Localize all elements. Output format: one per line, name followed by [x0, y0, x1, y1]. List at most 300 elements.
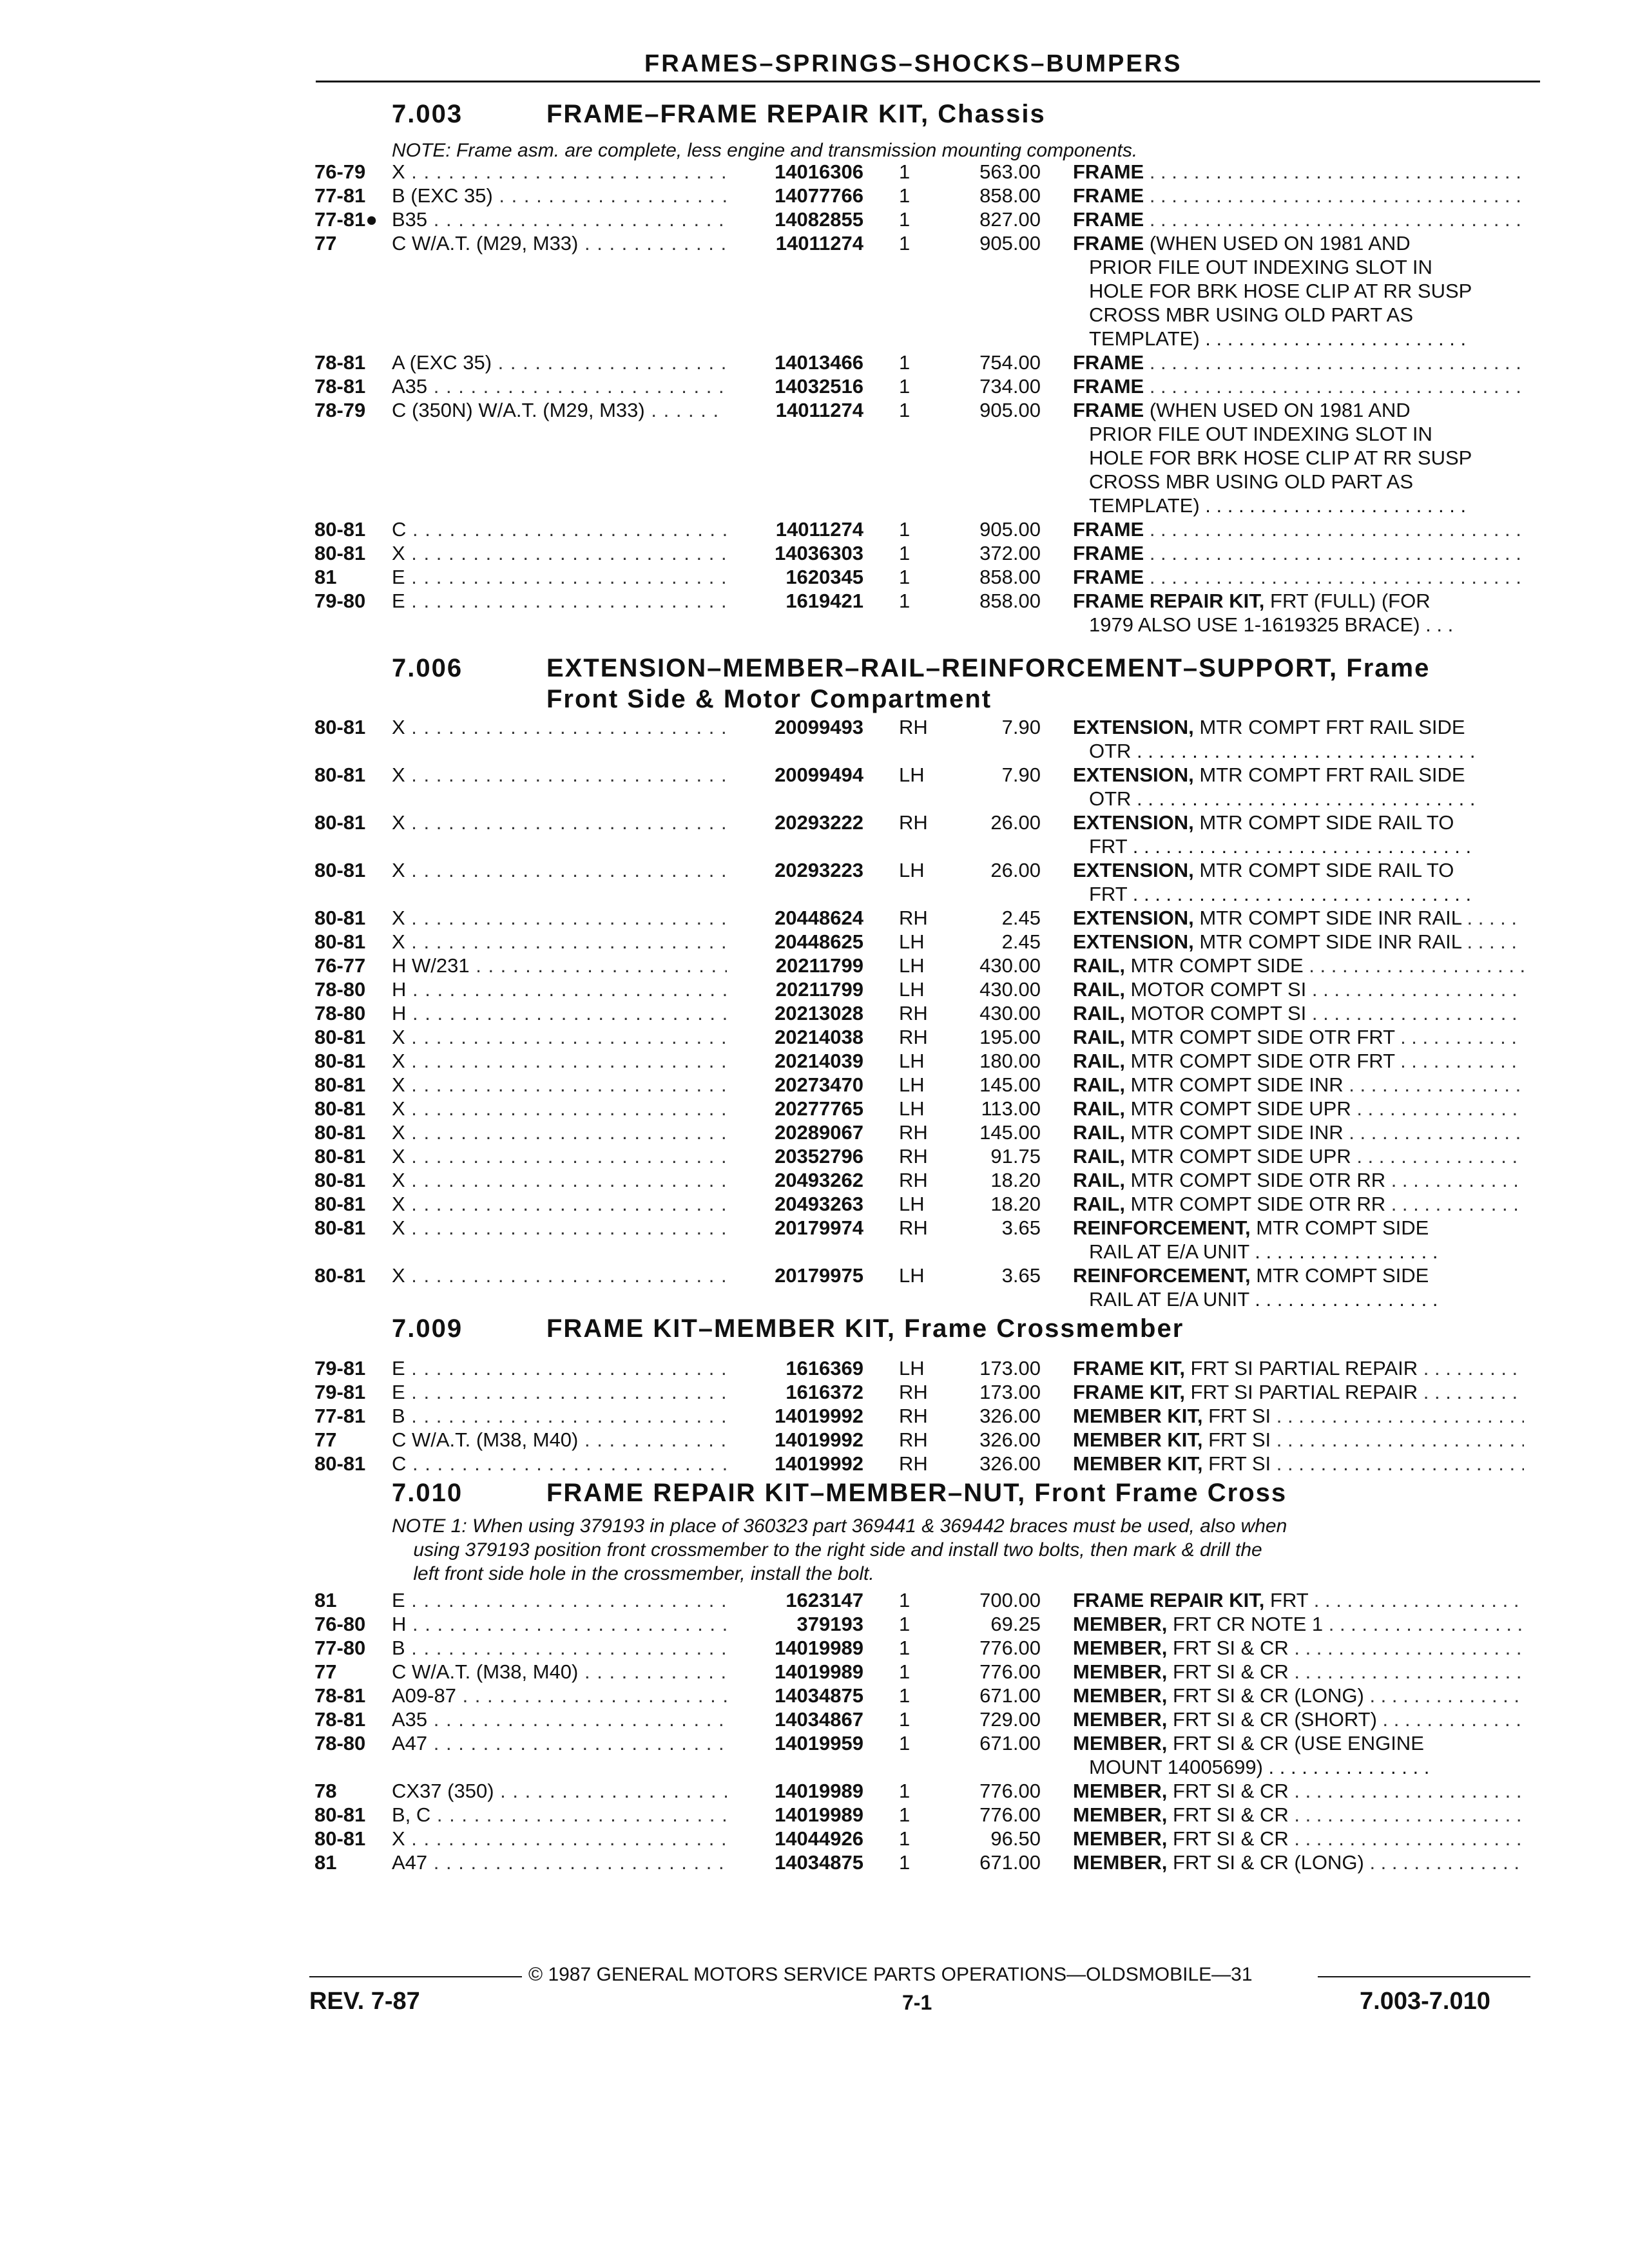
part-description-continued: FRT . . . . . . . . . . . . . . . . . . . . . . . . . . . . . . . — [1089, 883, 1472, 905]
part-number: 20214039 — [775, 1050, 863, 1072]
part-description — [1073, 954, 1524, 977]
table-row — [0, 565, 1629, 589]
section-heading: EXTENSION–MEMBER–RAIL–REINFORCEMENT–SUPPORT, Frame — [546, 654, 1431, 682]
table-row — [0, 1073, 1629, 1097]
quantity: RH — [899, 1026, 928, 1048]
quantity: 1 — [899, 184, 911, 207]
part-name: RAIL, — [1073, 1145, 1125, 1168]
price: 776.00 — [979, 1803, 1041, 1826]
model-year: 80-81 — [314, 542, 366, 564]
part-detail: (WHEN USED ON 1981 AND — [1144, 399, 1411, 421]
model-year: 78-81 — [314, 1708, 366, 1731]
table-row — [0, 1380, 1629, 1404]
part-name: FRAME — [1073, 184, 1144, 207]
quantity: RH — [899, 907, 928, 929]
part-description — [1073, 1588, 1524, 1612]
price: 18.20 — [990, 1169, 1041, 1191]
model-code: A47 . . . — [392, 1850, 727, 1874]
table-row — [0, 1144, 1629, 1168]
part-number: 20273470 — [775, 1073, 863, 1096]
part-description-continued: RAIL AT E/A UNIT . . . . . . . . . . . . . . . . . — [1089, 1288, 1438, 1311]
part-description — [1073, 517, 1524, 541]
part-name: FRAME — [1073, 399, 1144, 421]
part-description — [1073, 1001, 1524, 1025]
part-detail: MTR COMPT SIDE INR — [1124, 1121, 1344, 1144]
part-detail: (WHEN USED ON 1981 AND — [1144, 232, 1411, 255]
part-number: 20099494 — [775, 764, 863, 786]
quantity: RH — [899, 1428, 928, 1451]
model-year: 77-81 — [314, 1405, 366, 1427]
section-number: 7.010 — [392, 1479, 463, 1507]
table-row — [0, 1428, 1629, 1452]
part-description — [1073, 1404, 1524, 1428]
model-code: X . . . — [392, 715, 727, 739]
part-name: RAIL, — [1073, 978, 1125, 1001]
section-note: NOTE: Frame asm. are complete, less engine and transmission mounting components. — [392, 140, 1138, 161]
part-description — [1073, 1168, 1524, 1192]
part-number: 14019989 — [775, 1660, 863, 1683]
quantity: RH — [899, 1216, 928, 1239]
part-detail: MTR COMPT SIDE INR RAIL — [1193, 907, 1461, 929]
part-name: FRAME REPAIR KIT, — [1073, 590, 1265, 612]
model-year: 80-81 — [314, 1073, 366, 1096]
quantity: 1 — [899, 1851, 911, 1874]
model-code: H W/231 . . . — [392, 954, 727, 977]
table-row — [0, 1192, 1629, 1216]
part-description — [1073, 1779, 1524, 1803]
quantity: RH — [899, 716, 928, 738]
quantity: 1 — [899, 1732, 911, 1754]
part-description — [1073, 1120, 1524, 1144]
part-name: FRAME REPAIR KIT, — [1073, 1589, 1265, 1611]
quantity: LH — [899, 1097, 925, 1120]
part-name: FRAME — [1073, 542, 1144, 564]
part-description — [1073, 1025, 1524, 1049]
part-number: 14034875 — [775, 1851, 863, 1874]
part-name: EXTENSION, — [1073, 716, 1194, 738]
quantity: 1 — [899, 351, 911, 374]
part-detail: MTR COMPT FRT RAIL SIDE — [1193, 716, 1465, 738]
part-description-continued: OTR . . . . . . . . . . . . . . . . . . . . . . . . . . . . . . . — [1089, 787, 1476, 810]
part-description-continued: PRIOR FILE OUT INDEXING SLOT IN HOLE FOR BRK HOSE CLIP AT RR SUSP CROSS MBR USING OLD PART AS TEMPLATE) . . . . . . . . . . . . . . . . . . . . . . . . — [1089, 256, 1472, 350]
model-code: E . . . — [392, 589, 727, 613]
part-number: 14019992 — [775, 1405, 863, 1427]
part-description — [1073, 1380, 1524, 1404]
table-row — [0, 1168, 1629, 1192]
price: 173.00 — [979, 1381, 1041, 1403]
part-detail: FRT SI & CR — [1167, 1827, 1289, 1850]
part-number: 20493263 — [775, 1193, 863, 1215]
part-detail: FRT SI & CR (USE ENGINE — [1167, 1732, 1424, 1754]
section-range: 7.003-7.010 — [1360, 1988, 1490, 2015]
price: 3.65 — [1001, 1216, 1041, 1239]
price: 195.00 — [979, 1026, 1041, 1048]
part-description — [1073, 1097, 1524, 1120]
model-code: H . . . — [392, 1001, 727, 1025]
model-code: X . . . — [392, 906, 727, 930]
price: 754.00 — [979, 351, 1041, 374]
part-number: 14077766 — [775, 184, 863, 207]
part-description — [1073, 1827, 1524, 1850]
quantity: RH — [899, 1405, 928, 1427]
part-number: 14019989 — [775, 1780, 863, 1802]
price: 858.00 — [979, 184, 1041, 207]
model-year: 77 — [314, 1428, 337, 1451]
table-row — [0, 977, 1629, 1001]
price: 776.00 — [979, 1660, 1041, 1683]
part-number: 14011274 — [775, 399, 863, 421]
model-code: X . . . — [392, 1168, 727, 1192]
part-name: FRAME — [1073, 518, 1144, 541]
section-number: 7.009 — [392, 1314, 463, 1343]
model-code: C (350N) W/A.T. (M29, M33) . . . — [392, 398, 727, 422]
part-number: 20179974 — [775, 1216, 863, 1239]
section-subheading: Front Side & Motor Compartment — [546, 685, 992, 713]
model-code: B, C . . . — [392, 1803, 727, 1827]
price: 430.00 — [979, 1002, 1041, 1024]
part-number: 1620345 — [786, 566, 863, 588]
model-year: 81 — [314, 1851, 337, 1874]
part-number: 14019989 — [775, 1803, 863, 1826]
quantity: RH — [899, 1002, 928, 1024]
table-row — [0, 351, 1629, 374]
part-description-continued: RAIL AT E/A UNIT . . . . . . . . . . . . . . . . . — [1089, 1240, 1438, 1263]
part-number: 14013466 — [775, 351, 863, 374]
model-year: 78-80 — [314, 978, 366, 1001]
part-number: 14034867 — [775, 1708, 863, 1731]
part-description — [1073, 541, 1524, 565]
quantity: 1 — [899, 232, 911, 255]
price: 905.00 — [979, 232, 1041, 255]
part-detail: MTR COMPT SIDE RAIL TO — [1193, 811, 1454, 834]
table-row — [0, 1612, 1629, 1636]
model-code: E . . . — [392, 565, 727, 589]
model-code: X . . . — [392, 1192, 727, 1216]
model-year: 79-80 — [314, 590, 366, 612]
model-year: 80-81 — [314, 1264, 366, 1287]
part-name: FRAME — [1073, 351, 1144, 374]
part-number: 20211799 — [775, 978, 863, 1001]
part-description — [1073, 1850, 1524, 1874]
part-name: MEMBER, — [1073, 1827, 1168, 1850]
part-detail: FRT SI & CR (SHORT) — [1167, 1708, 1377, 1731]
part-description — [1073, 1049, 1524, 1073]
part-name: FRAME KIT, — [1073, 1381, 1185, 1403]
part-detail: FRT CR NOTE 1 — [1167, 1613, 1324, 1635]
model-code: X . . . — [392, 1097, 727, 1120]
section-title — [392, 100, 1046, 129]
price: 18.20 — [990, 1193, 1041, 1215]
part-name: RAIL, — [1073, 1193, 1125, 1215]
table-row — [0, 1356, 1629, 1380]
part-name: RAIL, — [1073, 1169, 1125, 1191]
table-row — [0, 1779, 1629, 1803]
model-year: 81 — [314, 1589, 337, 1611]
part-description — [1073, 1452, 1524, 1475]
part-description — [1073, 1660, 1524, 1684]
quantity: 1 — [899, 1708, 911, 1731]
quantity: 1 — [899, 518, 911, 541]
part-detail: MTR COMPT SIDE — [1250, 1216, 1429, 1239]
part-description — [1073, 1216, 1524, 1240]
part-number: 20448624 — [775, 907, 863, 929]
part-detail: FRT SI & CR (LONG) — [1167, 1851, 1364, 1874]
part-description — [1073, 565, 1524, 589]
model-code: X . . . — [392, 1120, 727, 1144]
table-row — [0, 763, 1629, 787]
model-code: A47 . . . — [392, 1731, 727, 1755]
part-number: 20099493 — [775, 716, 863, 738]
part-detail: FRT SI & CR — [1167, 1803, 1289, 1826]
model-year: 78-79 — [314, 399, 366, 421]
part-description — [1073, 374, 1524, 398]
model-year: 80-81 — [314, 518, 366, 541]
quantity: 1 — [899, 1613, 911, 1635]
footer-divider-right — [1318, 1976, 1530, 1977]
model-year: 78-80 — [314, 1732, 366, 1754]
model-code: C . . . — [392, 517, 727, 541]
quantity: 1 — [899, 1827, 911, 1850]
model-year: 76-79 — [314, 160, 366, 183]
table-row — [0, 1850, 1629, 1874]
price: 26.00 — [990, 859, 1041, 881]
price: 734.00 — [979, 375, 1041, 398]
part-description — [1073, 1144, 1524, 1168]
price: 430.00 — [979, 954, 1041, 977]
part-number: 20293222 — [775, 811, 863, 834]
section-number: 7.006 — [392, 654, 463, 682]
quantity: RH — [899, 1121, 928, 1144]
part-number: 20211799 — [775, 954, 863, 977]
model-code: CX37 (350) . . . — [392, 1779, 727, 1803]
price: 700.00 — [979, 1589, 1041, 1611]
model-year: 78 — [314, 1780, 337, 1802]
part-name: EXTENSION, — [1073, 907, 1194, 929]
part-name: RAIL, — [1073, 1073, 1125, 1096]
quantity: LH — [899, 930, 925, 953]
part-number: 20277765 — [775, 1097, 863, 1120]
part-detail: FRT SI — [1202, 1428, 1271, 1451]
part-number: 20352796 — [775, 1145, 863, 1168]
quantity: 1 — [899, 1684, 911, 1707]
table-row — [0, 1588, 1629, 1612]
model-year: 80-81 — [314, 1803, 366, 1826]
model-year: 79-81 — [314, 1357, 366, 1379]
part-description — [1073, 1428, 1524, 1452]
quantity: 1 — [899, 1780, 911, 1802]
part-description — [1073, 589, 1524, 613]
quantity: RH — [899, 1145, 928, 1168]
model-code: X . . . — [392, 763, 727, 787]
price: 145.00 — [979, 1073, 1041, 1096]
header-divider — [316, 81, 1540, 82]
table-row — [0, 1025, 1629, 1049]
part-description-continued: PRIOR FILE OUT INDEXING SLOT IN HOLE FOR BRK HOSE CLIP AT RR SUSP CROSS MBR USING OLD PART AS TEMPLATE) . . . . . . . . . . . . . . . . . . . . . . . . — [1089, 423, 1472, 517]
table-row — [0, 858, 1629, 882]
part-name: FRAME KIT, — [1073, 1357, 1185, 1379]
model-code: C W/A.T. (M38, M40) . . . — [392, 1660, 727, 1684]
part-name: MEMBER, — [1073, 1660, 1168, 1683]
table-row — [0, 1803, 1629, 1827]
table-row — [0, 954, 1629, 977]
part-name: MEMBER KIT, — [1073, 1405, 1203, 1427]
price: 671.00 — [979, 1732, 1041, 1754]
part-name: FRAME — [1073, 232, 1144, 255]
price: 3.65 — [1001, 1264, 1041, 1287]
quantity: LH — [899, 859, 925, 881]
part-number: 20213028 — [775, 1002, 863, 1024]
part-number: 14019959 — [775, 1732, 863, 1754]
model-code: E . . . — [392, 1588, 727, 1612]
part-description — [1073, 1731, 1524, 1755]
table-row — [0, 1827, 1629, 1850]
part-description — [1073, 858, 1524, 882]
part-detail: FRT SI & CR — [1167, 1660, 1289, 1683]
model-year: 77 — [314, 232, 337, 255]
part-name: FRAME — [1073, 208, 1144, 231]
model-code: A (EXC 35) . . . — [392, 351, 727, 374]
part-number: 14034875 — [775, 1684, 863, 1707]
table-row — [0, 1001, 1629, 1025]
part-detail: MOTOR COMPT SI — [1124, 1002, 1307, 1024]
table-row — [0, 207, 1629, 231]
model-year: 80-81 — [314, 764, 366, 786]
part-name: MEMBER KIT, — [1073, 1428, 1203, 1451]
model-code: B . . . — [392, 1404, 727, 1428]
model-year: 80-81 — [314, 1827, 366, 1850]
table-row — [0, 160, 1629, 184]
model-year: 77-81● — [314, 208, 378, 231]
model-year: 79-81 — [314, 1381, 366, 1403]
model-year: 80-81 — [314, 907, 366, 929]
model-code: X . . . — [392, 1073, 727, 1097]
part-detail: MTR COMPT SIDE — [1124, 954, 1304, 977]
quantity: 1 — [899, 375, 911, 398]
part-number: 14011274 — [775, 232, 863, 255]
part-name: MEMBER, — [1073, 1803, 1168, 1826]
quantity: RH — [899, 811, 928, 834]
model-year: 78-81 — [314, 375, 366, 398]
part-number: 20493262 — [775, 1169, 863, 1191]
model-code: X . . . — [392, 930, 727, 954]
model-year: 80-81 — [314, 716, 366, 738]
part-description-continued: MOUNT 14005699) . . . . . . . . . . . . . . . — [1089, 1756, 1430, 1778]
footer-divider-left — [309, 1976, 522, 1977]
part-description — [1073, 930, 1524, 954]
part-name: RAIL, — [1073, 954, 1125, 977]
model-code: H . . . — [392, 1612, 727, 1636]
part-name: MEMBER, — [1073, 1732, 1168, 1754]
quantity: 1 — [899, 1589, 911, 1611]
price: 905.00 — [979, 518, 1041, 541]
part-detail: FRT SI & CR — [1167, 1637, 1289, 1659]
section-title — [392, 1314, 1184, 1343]
part-detail: MTR COMPT SIDE INR — [1124, 1073, 1344, 1096]
model-code: A35 . . . — [392, 374, 727, 398]
table-row — [0, 517, 1629, 541]
section-note: NOTE 1: When using 379193 in place of 360323 part 369441 & 369442 braces must be used, also when using 379193 position front crossmember to the right side and install two bolts, then mark & drill the left front side hole in the crossmember, install the bolt. — [392, 1515, 1287, 1584]
model-year: 80-81 — [314, 1050, 366, 1072]
model-year: 77 — [314, 1660, 337, 1683]
quantity: RH — [899, 1169, 928, 1191]
part-name: MEMBER KIT, — [1073, 1452, 1203, 1475]
part-description — [1073, 207, 1524, 231]
part-description — [1073, 184, 1524, 207]
quantity: LH — [899, 1073, 925, 1096]
part-number: 14082855 — [775, 208, 863, 231]
part-number: 14019992 — [775, 1428, 863, 1451]
part-description — [1073, 906, 1524, 930]
model-code: C . . . — [392, 1452, 727, 1475]
model-code: X . . . — [392, 1264, 727, 1287]
part-detail: MTR COMPT SIDE UPR — [1124, 1145, 1351, 1168]
table-row — [0, 184, 1629, 207]
price: 905.00 — [979, 399, 1041, 421]
part-number: 1616369 — [786, 1357, 863, 1379]
model-code: C W/A.T. (M38, M40) . . . — [392, 1428, 727, 1452]
table-row — [0, 930, 1629, 954]
part-description — [1073, 1612, 1524, 1636]
part-detail: MOTOR COMPT SI — [1124, 978, 1307, 1001]
part-detail: MTR COMPT FRT RAIL SIDE — [1193, 764, 1465, 786]
quantity: 1 — [899, 542, 911, 564]
part-detail: MTR COMPT SIDE UPR — [1124, 1097, 1351, 1120]
model-code: A09-87 . . . — [392, 1684, 727, 1707]
part-name: RAIL, — [1073, 1026, 1125, 1048]
model-code: H . . . — [392, 977, 727, 1001]
section-title — [392, 1479, 1287, 1508]
part-number: 20293223 — [775, 859, 863, 881]
price: 776.00 — [979, 1780, 1041, 1802]
table-row — [0, 1049, 1629, 1073]
part-name: RAIL, — [1073, 1002, 1125, 1024]
section-heading: FRAME KIT–MEMBER KIT, Frame Crossmember — [546, 1314, 1184, 1343]
quantity: LH — [899, 1193, 925, 1215]
part-description-continued: FRT . . . . . . . . . . . . . . . . . . . . . . . . . . . . . . . — [1089, 835, 1472, 858]
price: 2.45 — [1001, 907, 1041, 929]
model-year: 80-81 — [314, 930, 366, 953]
quantity: LH — [899, 978, 925, 1001]
part-description — [1073, 1264, 1524, 1287]
part-number: 14044926 — [775, 1827, 863, 1850]
part-number: 20179975 — [775, 1264, 863, 1287]
table-row — [0, 1660, 1629, 1684]
price: 827.00 — [979, 208, 1041, 231]
part-description — [1073, 811, 1524, 834]
model-code: X . . . — [392, 160, 727, 184]
part-detail: MTR COMPT SIDE OTR RR — [1124, 1169, 1386, 1191]
quantity: 1 — [899, 160, 911, 183]
part-name: EXTENSION, — [1073, 859, 1194, 881]
table-row — [0, 715, 1629, 739]
model-code: X . . . — [392, 1216, 727, 1240]
part-number: 1616372 — [786, 1381, 863, 1403]
model-year: 80-81 — [314, 1452, 366, 1475]
part-detail: MTR COMPT SIDE OTR FRT — [1124, 1050, 1395, 1072]
model-code: X . . . — [392, 1049, 727, 1073]
model-year: 78-80 — [314, 1002, 366, 1024]
part-detail: FRT SI PARTIAL REPAIR — [1184, 1357, 1418, 1379]
model-year: 80-81 — [314, 1145, 366, 1168]
model-year: 81 — [314, 566, 337, 588]
part-description — [1073, 1636, 1524, 1660]
model-code: X . . . — [392, 1025, 727, 1049]
model-code: X . . . — [392, 1827, 727, 1850]
model-code: B35 . . . — [392, 207, 727, 231]
price: 430.00 — [979, 978, 1041, 1001]
model-code: X . . . — [392, 541, 727, 565]
part-name: MEMBER, — [1073, 1613, 1168, 1635]
